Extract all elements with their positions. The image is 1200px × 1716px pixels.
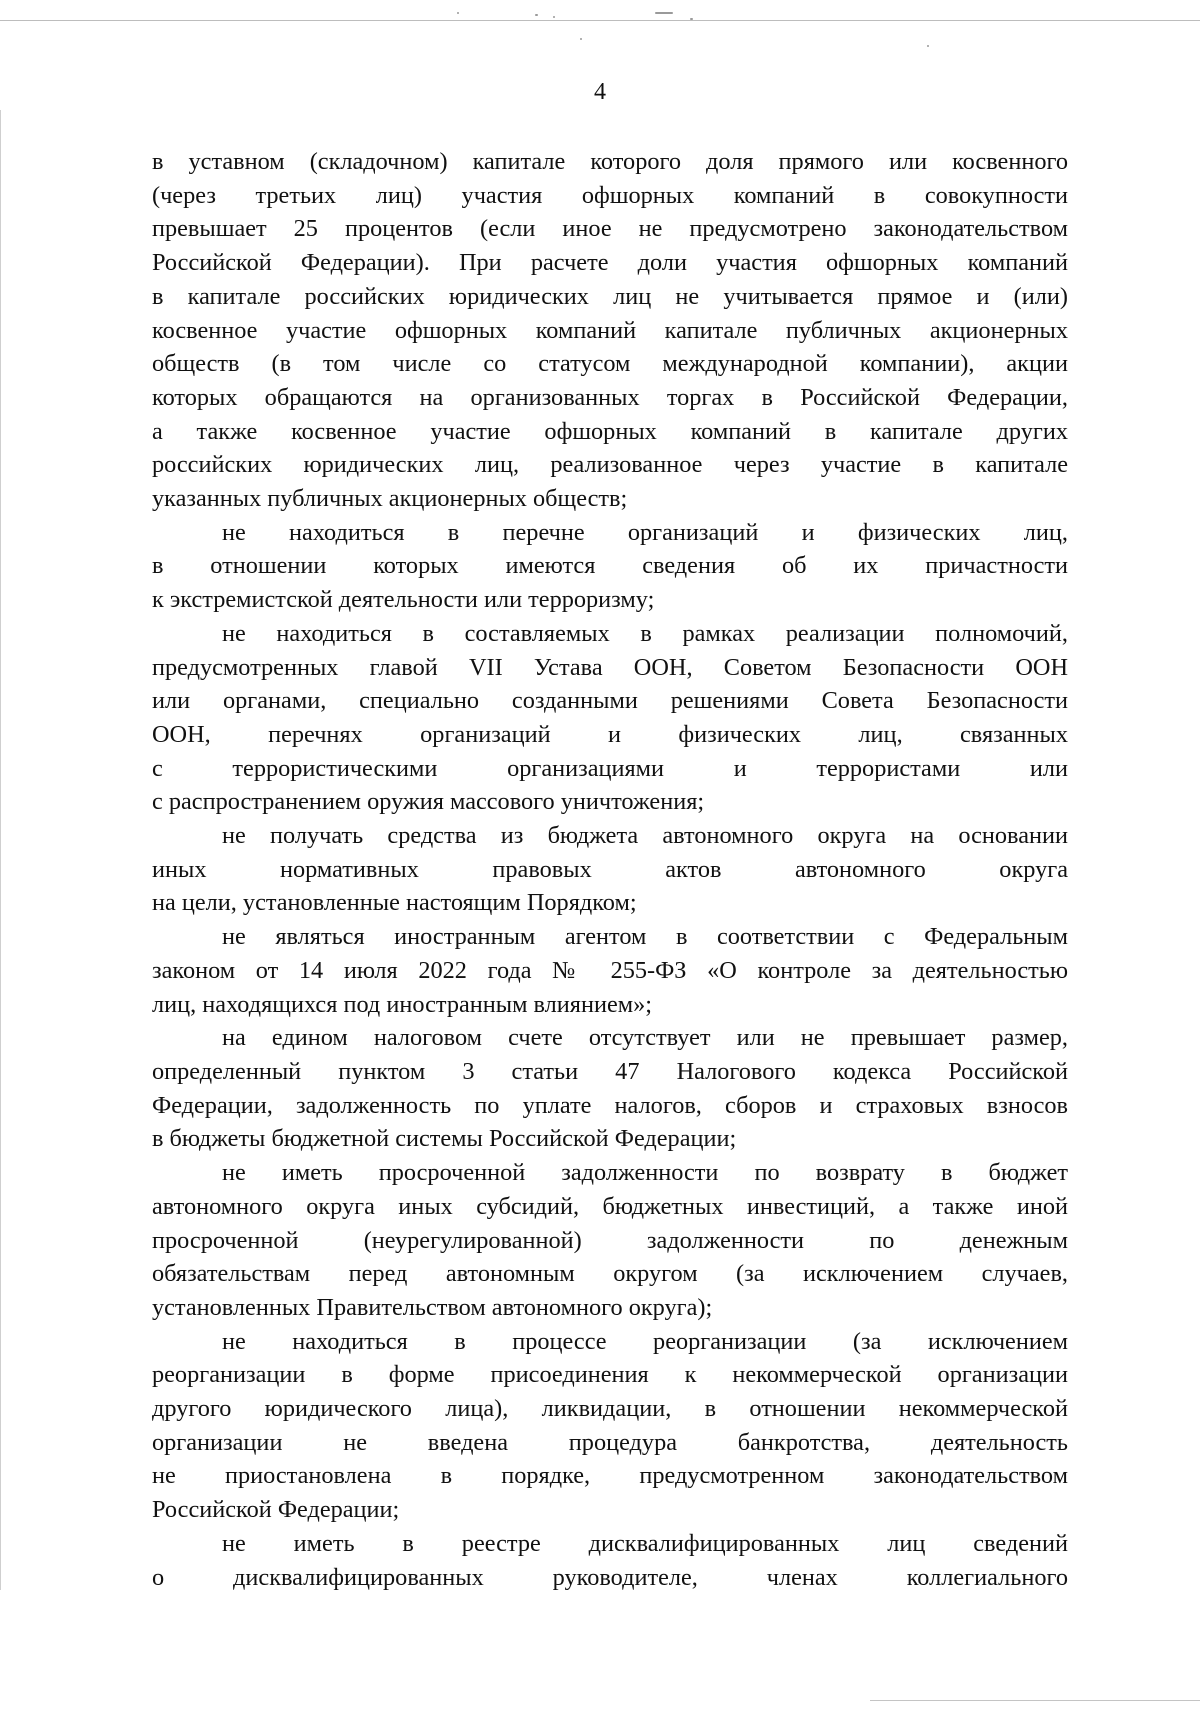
text-line: Российской Федерации). При расчете доли участия офшорных компаний: [152, 249, 1068, 277]
page-number: 4: [594, 79, 606, 105]
text-line: не находиться в перечне организаций и физических лиц,: [222, 518, 1068, 546]
text-line: не иметь в реестре дисквалифицированных лиц сведений: [222, 1529, 1068, 1557]
text-line: которых обращаются на организованных торгах в Российской Федерации,: [152, 383, 1068, 411]
body-text: [152, 145, 1068, 1594]
scan-speck: [580, 38, 582, 40]
text-line: автономного округа иных субсидий, бюджетных инвестиций, а также иной: [152, 1192, 1068, 1220]
scan-top-edge: [0, 20, 1200, 21]
text-line: обществ (в том числе со статусом международной компании), акции: [152, 350, 1068, 378]
text-line: просроченной (неурегулированной) задолженности по денежным: [152, 1226, 1068, 1254]
scan-speck: [927, 45, 929, 47]
text-line: другого юридического лица), ликвидации, в отношении некоммерческой: [152, 1395, 1068, 1423]
text-line: определенный пунктом 3 статьи 47 Налогового кодекса Российской: [152, 1057, 1068, 1085]
text-line: или органами, специально созданными решениями Совета Безопасности: [152, 687, 1068, 715]
text-line: обязательствам перед автономным округом (за исключением случаев,: [152, 1260, 1068, 1288]
text-line: с террористическими организациями и террористами или: [152, 754, 1068, 782]
text-line: предусмотренных главой VII Устава ООН, Советом Безопасности ООН: [152, 653, 1068, 681]
text-line: на цели, установленные настоящим Порядком;: [152, 889, 637, 917]
text-line: на едином налоговом счете отсутствует или не превышает размер,: [222, 1024, 1068, 1052]
text-line: (через третьих лиц) участия офшорных компаний в совокупности: [152, 181, 1068, 209]
text-line: указанных публичных акционерных обществ;: [152, 485, 628, 513]
text-line: не получать средства из бюджета автономного округа на основании: [222, 822, 1068, 850]
text-line: иных нормативных правовых актов автономного округа: [152, 855, 1068, 883]
text-line: ООН, перечнях организаций и физических лиц, связанных: [152, 720, 1068, 748]
scan-speck: [553, 16, 555, 18]
scan-bottom-edge: [870, 1700, 1200, 1701]
scan-speck: [690, 18, 693, 20]
text-line: превышает 25 процентов (если иное не предусмотрено законодательством: [152, 215, 1068, 243]
text-line: к экстремистской деятельности или терроризму;: [152, 586, 655, 614]
text-line: с распространением оружия массового уничтожения;: [152, 788, 705, 816]
text-line: не находиться в составляемых в рамках реализации полномочий,: [222, 619, 1068, 647]
scan-speck: [457, 12, 459, 14]
text-line: в капитале российских юридических лиц не учитывается прямое и (или): [152, 282, 1068, 310]
text-line: организации не введена процедура банкротства, деятельность: [152, 1428, 1068, 1456]
text-line: реорганизации в форме присоединения к некоммерческой организации: [152, 1361, 1068, 1389]
text-line: в уставном (складочном) капитале которого доля прямого или косвенного: [152, 148, 1068, 175]
text-line: в отношении которых имеются сведения об их причастности: [152, 552, 1068, 580]
text-line: российских юридических лиц, реализованное через участие в капитале: [152, 451, 1068, 479]
text-line: о дисквалифицированных руководителе, членах коллегиального: [152, 1563, 1068, 1591]
text-line: не приостановлена в порядке, предусмотренном законодательством: [152, 1462, 1068, 1490]
text-line: не являться иностранным агентом в соответствии с Федеральным: [222, 923, 1068, 951]
text-line: косвенное участие офшорных компаний капитале публичных акционерных: [152, 316, 1068, 344]
text-line: не находиться в процессе реорганизации (за исключением: [222, 1327, 1068, 1355]
scan-speck: [655, 12, 673, 14]
text-line: в бюджеты бюджетной системы Российской Федерации;: [152, 1125, 737, 1153]
text-line: не иметь просроченной задолженности по возврату в бюджет: [222, 1159, 1068, 1187]
text-line: установленных Правительством автономного округа);: [152, 1293, 713, 1321]
text-line: лиц, находящихся под иностранным влиянием»;: [152, 990, 653, 1018]
text-line: Российской Федерации;: [152, 1496, 400, 1524]
text-line: Федерации, задолженность по уплате налогов, сборов и страховых взносов: [152, 1091, 1068, 1119]
text-line: законом от 14 июля 2022 года № 255-ФЗ «О контроле за деятельностью: [152, 956, 1068, 984]
scan-speck: [535, 14, 538, 16]
scan-left-edge: [0, 110, 1, 1590]
text-line: а также косвенное участие офшорных компаний в капитале других: [152, 417, 1068, 445]
